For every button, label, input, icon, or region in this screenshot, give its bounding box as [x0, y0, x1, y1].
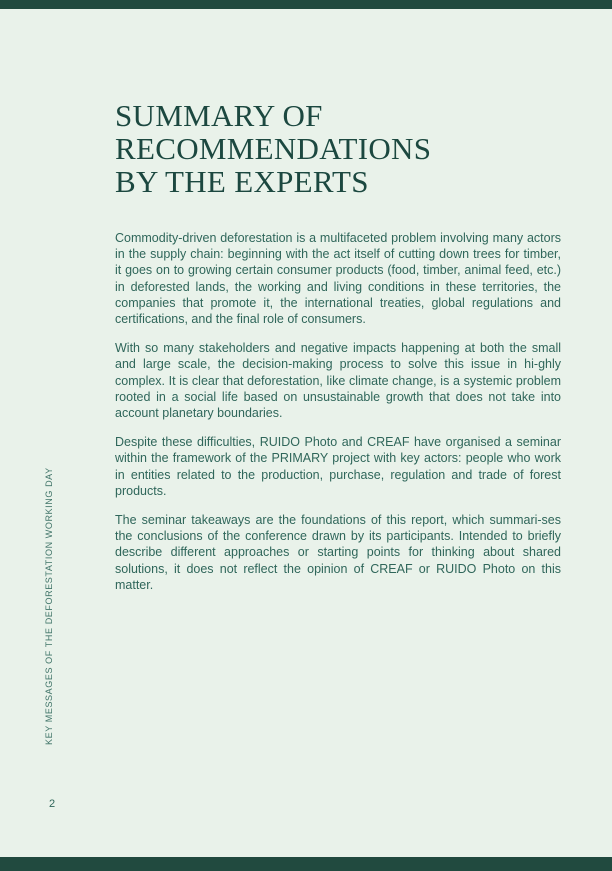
body-paragraph: The seminar takeaways are the foundations of this report, which summari-ses the conclusions of the conference drawn by its participants. Intended to briefly describe different approaches or starting points for thinking about shared solutions, it does not reflect the opinion of CREAF or RUIDO Photo on this matter.: [115, 513, 561, 592]
body-paragraph: Despite these difficulties, RUIDO Photo and CREAF have organised a seminar within the framework of the PRIMARY project with key actors: people who work in entities related to the production, purchase, regulation and trade of forest products.: [115, 435, 561, 498]
page-title: [115, 99, 431, 198]
top-accent-bar: [0, 0, 612, 9]
page-title-line-3: BY THE EXPERTS: [115, 164, 369, 199]
body-paragraph: With so many stakeholders and negative impacts happening at both the small and large scale, the decision-making process to solve this issue in hi-ghly complex. It is clear that deforestation, like climate change, is a systemic problem rooted in a social life based on unsustainable growth that does not take into account planetary boundaries.: [115, 341, 561, 421]
bottom-accent-bar: [0, 857, 612, 871]
page-title-line-1: SUMMARY OF: [115, 98, 323, 133]
page-number: 2: [49, 798, 56, 810]
body-copy: [115, 230, 561, 606]
sidebar-vertical-label: KEY MESSAGES OF THE DEFORESTATION WORKING DAY: [44, 467, 54, 745]
page-title-line-2: RECOMMENDATIONS: [115, 131, 432, 166]
body-paragraph: Commodity-driven deforestation is a multifaceted problem involving many actors in the supply chain: beginning with the act itself of cutting down trees for timber, it goes on to growing certain consumer products (food, timber, animal feed, etc.) in deforested lands, the working and living conditions in these territories, the companies that promote it, the international treaties, global regulations and certifications, and the final role of consumers.: [115, 231, 561, 327]
